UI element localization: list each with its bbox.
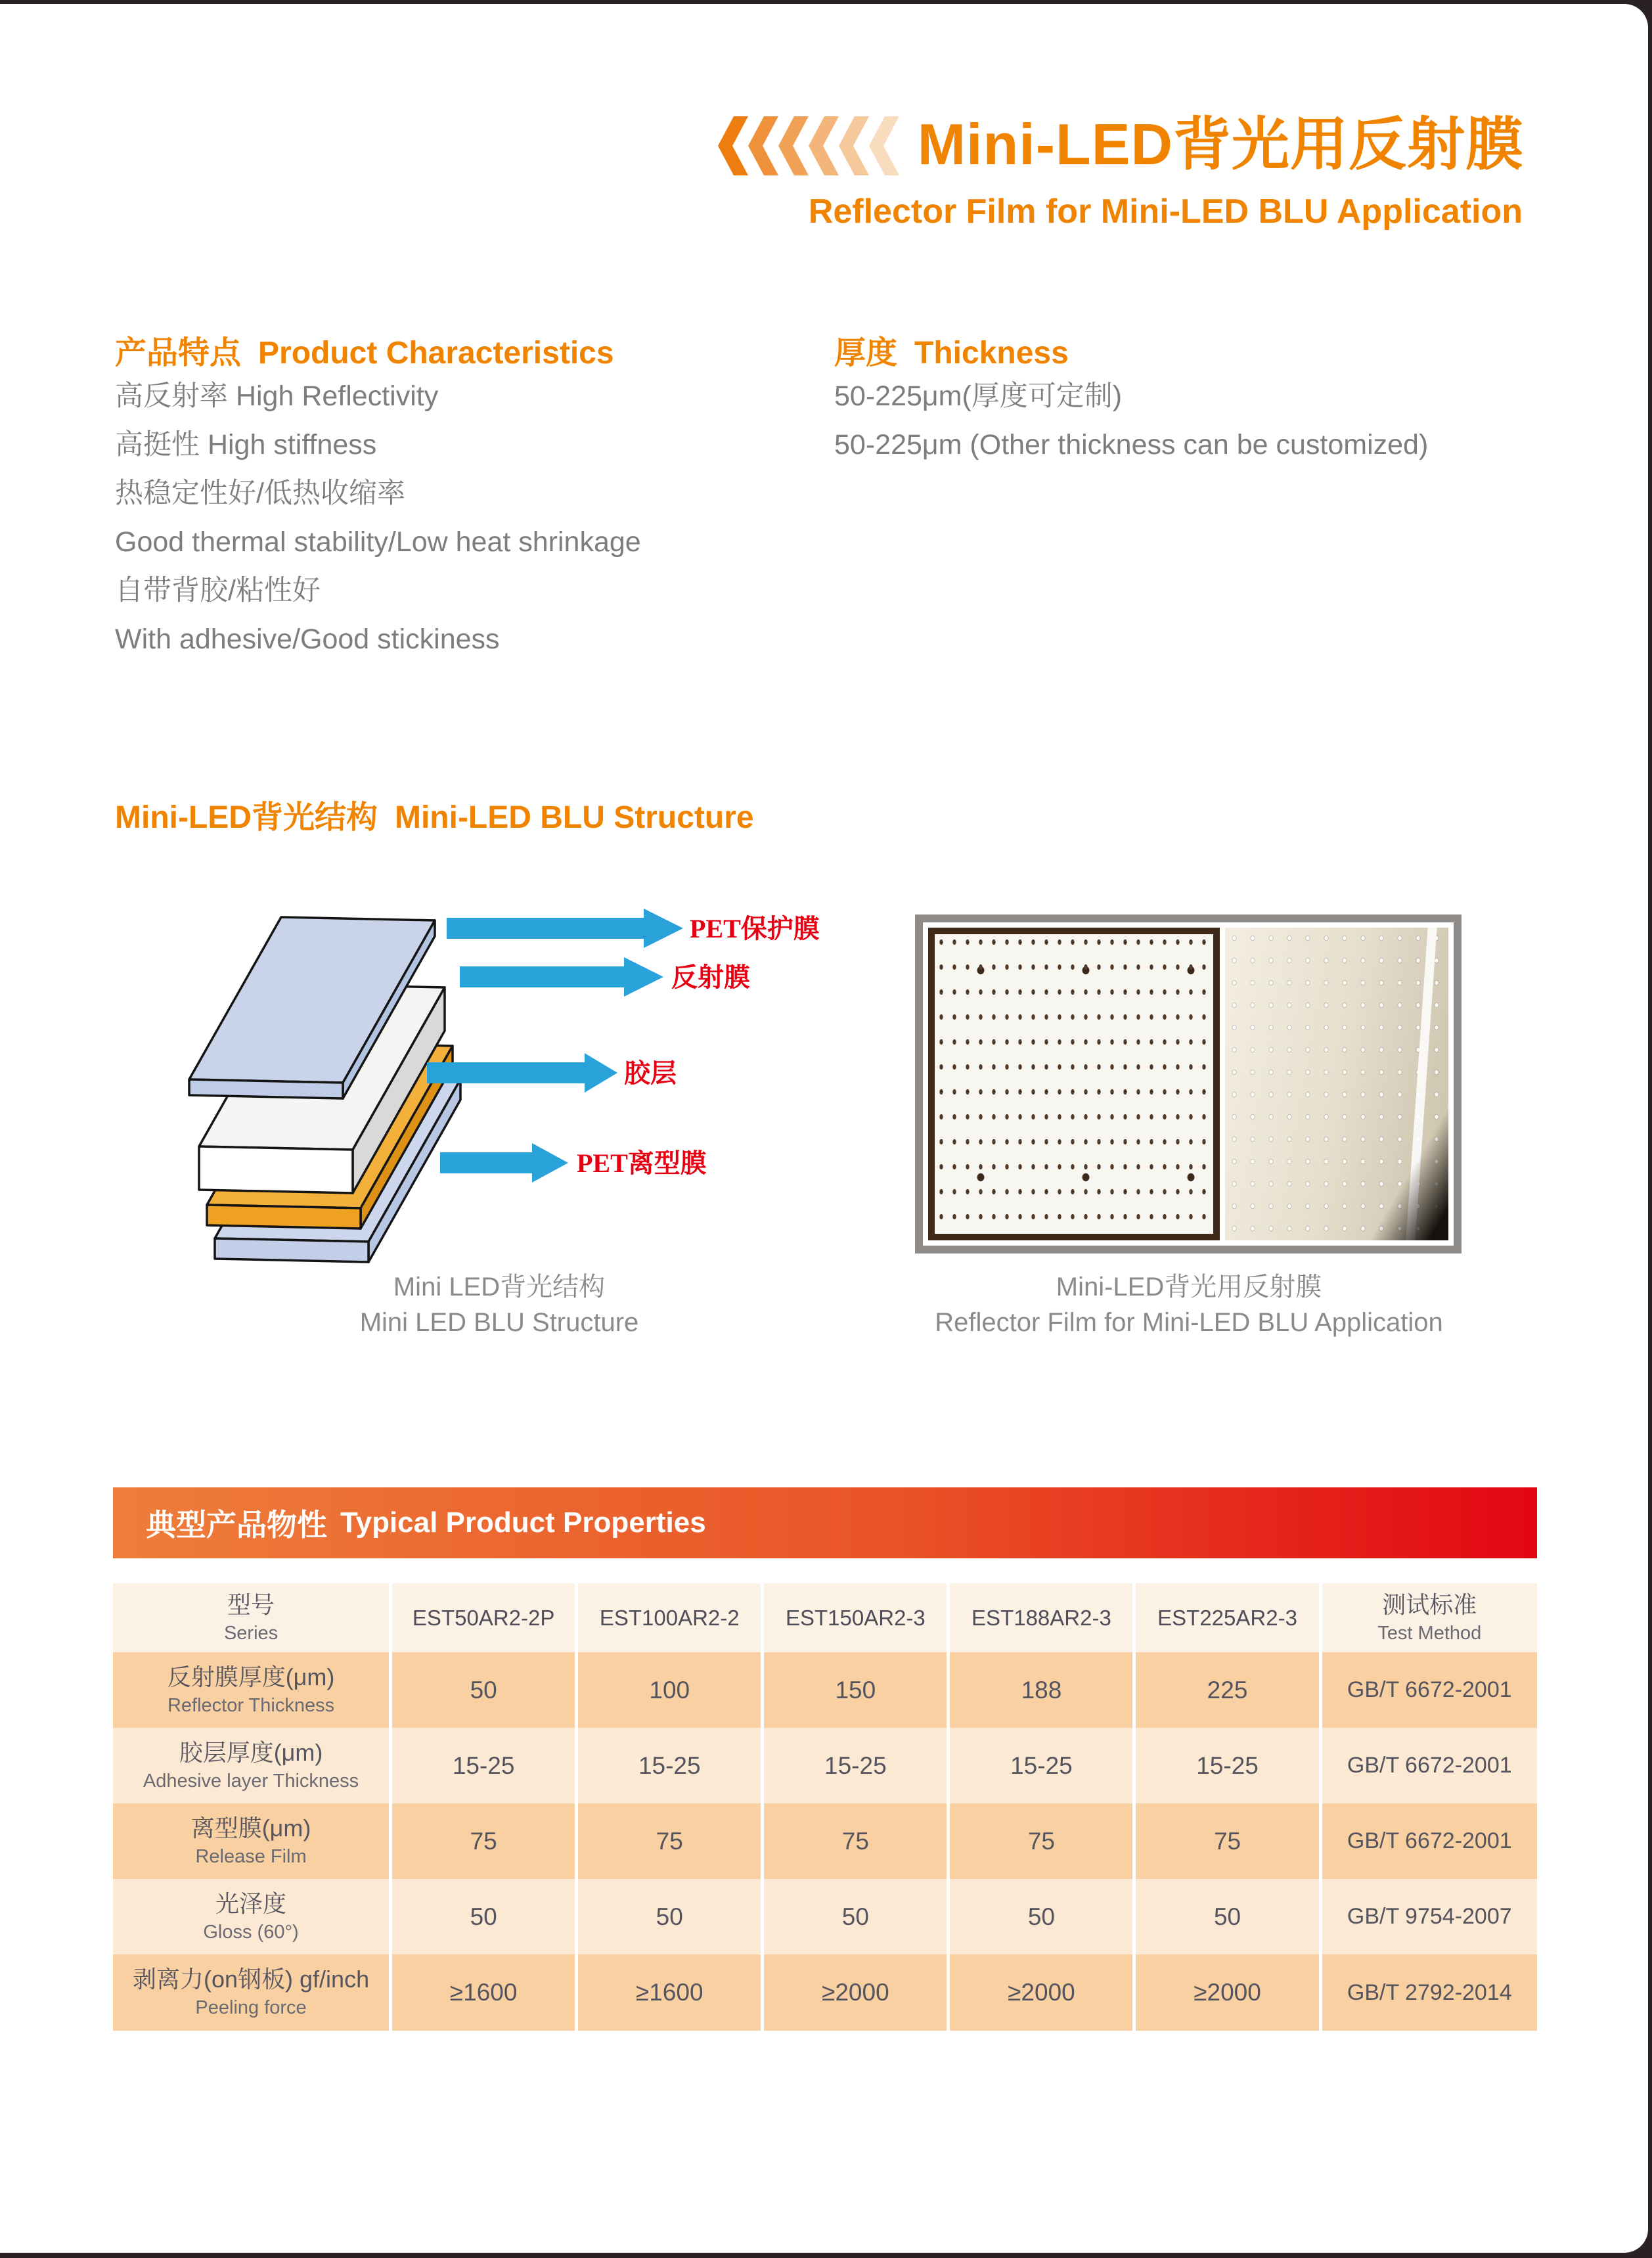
table-value: 100	[649, 1676, 690, 1704]
cell-label-cn: 测试标准	[1382, 1591, 1477, 1618]
table-value: 50	[1027, 1903, 1056, 1930]
series-name: EST150AR2-3	[785, 1605, 926, 1630]
photo-film-angled	[1225, 928, 1448, 1240]
table-header-series	[113, 1583, 389, 1652]
table-value: 75	[841, 1827, 869, 1855]
table-row-label	[113, 1879, 389, 1954]
label-pet-protective-film: PET保护膜	[690, 914, 820, 943]
series-name: EST188AR2-3	[971, 1605, 1111, 1630]
table-value: 225	[1207, 1676, 1248, 1704]
thickness-list	[834, 372, 1428, 469]
photo-caption-cn: Mini-LED背光用反射膜	[1056, 1273, 1322, 1301]
table-header-model	[950, 1583, 1132, 1652]
table-value-cell	[1136, 1954, 1318, 2031]
table-value: 50	[841, 1903, 869, 1930]
table-value-cell	[950, 1879, 1132, 1954]
table-value-cell	[578, 1879, 761, 1954]
table-row-label	[113, 1652, 389, 1728]
table-value-cell	[578, 1803, 761, 1879]
table-method-cell	[1322, 1879, 1537, 1954]
table-value-cell	[1136, 1803, 1318, 1879]
product-photo	[915, 914, 1462, 1253]
structure-heading-cn: Mini-LED背光结构	[115, 800, 378, 835]
table-value: 15-25	[638, 1751, 701, 1779]
cell-label-cn: 剥离力(on钢板) gf/inch	[133, 1966, 370, 1993]
test-method: GB/T 6672-2001	[1347, 1677, 1512, 1702]
test-method: GB/T 9754-2007	[1347, 1904, 1512, 1929]
table-value-cell	[764, 1728, 947, 1803]
table-header-method	[1322, 1583, 1537, 1652]
cell-label-cn: 型号	[227, 1591, 275, 1618]
table-value-cell	[950, 1954, 1132, 2031]
page-title: Mini-LED背光用反射膜	[917, 112, 1524, 177]
table-value-cell	[764, 1803, 947, 1879]
table-value: 50	[470, 1903, 497, 1930]
table-value-cell	[764, 1652, 947, 1728]
cell-label-en: Gloss (60°)	[203, 1921, 299, 1943]
test-method: GB/T 6672-2001	[1347, 1828, 1512, 1853]
table-header-model	[392, 1583, 575, 1652]
properties-banner-cn: 典型产品物性	[146, 1508, 327, 1542]
table-value: ≥2000	[1008, 1979, 1075, 2006]
cell-label-en: Peeling force	[195, 1997, 307, 2018]
thickness-item: 50-225μm (Other thickness can be customized)	[834, 429, 1429, 461]
table-value: 188	[1021, 1676, 1062, 1704]
photo-caption	[900, 1269, 1478, 1340]
chevron-arrows-icon	[713, 116, 903, 176]
table-header-model	[764, 1583, 947, 1652]
table-value-cell	[392, 1879, 575, 1954]
table-value-cell	[950, 1803, 1132, 1879]
characteristics-list	[115, 372, 641, 664]
arrow-right-icon	[460, 957, 663, 997]
structure-heading-en: Mini-LED BLU Structure	[394, 800, 754, 835]
table-value-cell	[392, 1954, 575, 2031]
table-value: 50	[470, 1676, 497, 1704]
table-value: 50	[656, 1903, 683, 1930]
cell-label-en: Release Film	[195, 1845, 307, 1867]
table-value-cell	[1136, 1652, 1318, 1728]
table-header-model	[578, 1583, 761, 1652]
test-method: GB/T 2792-2014	[1347, 1979, 1512, 2005]
table-value-cell	[1136, 1728, 1318, 1803]
table-header-model	[1136, 1583, 1318, 1652]
table-value-cell	[392, 1803, 575, 1879]
table-value-cell	[392, 1652, 575, 1728]
table-value-cell	[578, 1954, 761, 2031]
table-value: ≥1600	[449, 1979, 518, 2006]
thickness-heading	[834, 327, 1069, 373]
table-value-cell	[578, 1652, 761, 1728]
cell-label-en: Test Method	[1377, 1622, 1482, 1644]
cell-label-cn: 反射膜厚度(μm)	[167, 1663, 335, 1690]
thickness-heading-en: Thickness	[914, 336, 1069, 371]
table-value: 15-25	[824, 1751, 887, 1779]
photo-shadow	[1368, 1098, 1448, 1240]
cell-label-cn: 离型膜(μm)	[190, 1814, 311, 1841]
characteristic-item: 热稳定性好/低热收缩率	[115, 478, 405, 509]
arrow-right-icon	[440, 1143, 568, 1183]
table-value: 15-25	[1010, 1751, 1073, 1779]
characteristic-item: Good thermal stability/Low heat shrinkage	[115, 526, 641, 558]
table-value: ≥2000	[822, 1979, 889, 2006]
characteristics-heading-cn: 产品特点	[115, 336, 242, 371]
properties-banner	[113, 1487, 1537, 1558]
table-value-cell	[1136, 1879, 1318, 1954]
test-method: GB/T 6672-2001	[1347, 1753, 1512, 1778]
characteristic-item: 高挺性 High stiffness	[115, 429, 377, 461]
cell-label-cn: 光泽度	[215, 1889, 287, 1917]
photo-perforated-film	[928, 928, 1220, 1240]
table-row-label	[113, 1954, 389, 2031]
cell-label-en: Reflector Thickness	[167, 1694, 335, 1716]
characteristics-heading-en: Product Characteristics	[258, 336, 614, 371]
table-row-label	[113, 1803, 389, 1879]
table-value-cell	[950, 1728, 1132, 1803]
page-subtitle: Reflector Film for Mini-LED BLU Application	[808, 192, 1523, 231]
diagram-caption	[158, 1269, 841, 1340]
characteristic-item: 自带背胶/粘性好	[115, 575, 321, 606]
table-value-cell	[578, 1728, 761, 1803]
arrow-right-icon	[447, 909, 683, 948]
cell-label-cn: 胶层厚度(μm)	[179, 1738, 323, 1766]
label-pet-release-film: PET离型膜	[577, 1148, 707, 1178]
structure-heading	[115, 792, 754, 837]
table-value: 15-25	[1196, 1751, 1259, 1779]
table-value-cell	[392, 1728, 575, 1803]
series-name: EST225AR2-3	[1157, 1605, 1297, 1630]
characteristics-heading	[115, 327, 614, 373]
diagram-caption-en: Mini LED BLU Structure	[359, 1308, 639, 1337]
table-method-cell	[1322, 1728, 1537, 1803]
characteristic-item: With adhesive/Good stickiness	[115, 623, 500, 655]
table-value: ≥2000	[1194, 1979, 1261, 2006]
diagram-caption-cn: Mini LED背光结构	[393, 1273, 606, 1301]
table-value-cell	[764, 1954, 947, 2031]
table-value: 15-25	[452, 1751, 515, 1779]
table-value: 75	[470, 1827, 497, 1855]
table-value: ≥1600	[635, 1979, 703, 2006]
properties-table	[113, 1583, 1537, 2031]
table-method-cell	[1322, 1652, 1537, 1728]
table-method-cell	[1322, 1803, 1537, 1879]
characteristic-item: 高反射率 High Reflectivity	[115, 380, 439, 412]
table-value: 75	[656, 1827, 683, 1855]
thickness-heading-cn: 厚度	[834, 336, 898, 371]
series-name: EST50AR2-2P	[412, 1605, 555, 1630]
photo-caption-en: Reflector Film for Mini-LED BLU Application	[935, 1308, 1443, 1337]
table-value-cell	[764, 1879, 947, 1954]
cell-label-en: Series	[223, 1622, 279, 1644]
photo-dot-pattern	[935, 934, 1213, 1234]
properties-banner-en: Typical Product Properties	[340, 1506, 706, 1539]
thickness-item: 50-225μm(厚度可定制)	[834, 380, 1123, 412]
blu-structure-diagram	[164, 903, 906, 1265]
label-adhesive: 胶层	[624, 1058, 677, 1088]
cell-label-en: Adhesive layer Thickness	[143, 1770, 359, 1792]
table-row-label	[113, 1728, 389, 1803]
series-name: EST100AR2-2	[599, 1605, 740, 1630]
table-value: 75	[1027, 1827, 1056, 1855]
table-value: 75	[1213, 1827, 1241, 1855]
table-value: 150	[835, 1676, 876, 1704]
label-reflector-film: 反射膜	[671, 962, 750, 992]
table-method-cell	[1322, 1954, 1537, 2031]
layer-arrows	[427, 909, 683, 1183]
table-value-cell	[950, 1652, 1132, 1728]
table-value: 50	[1213, 1903, 1241, 1930]
